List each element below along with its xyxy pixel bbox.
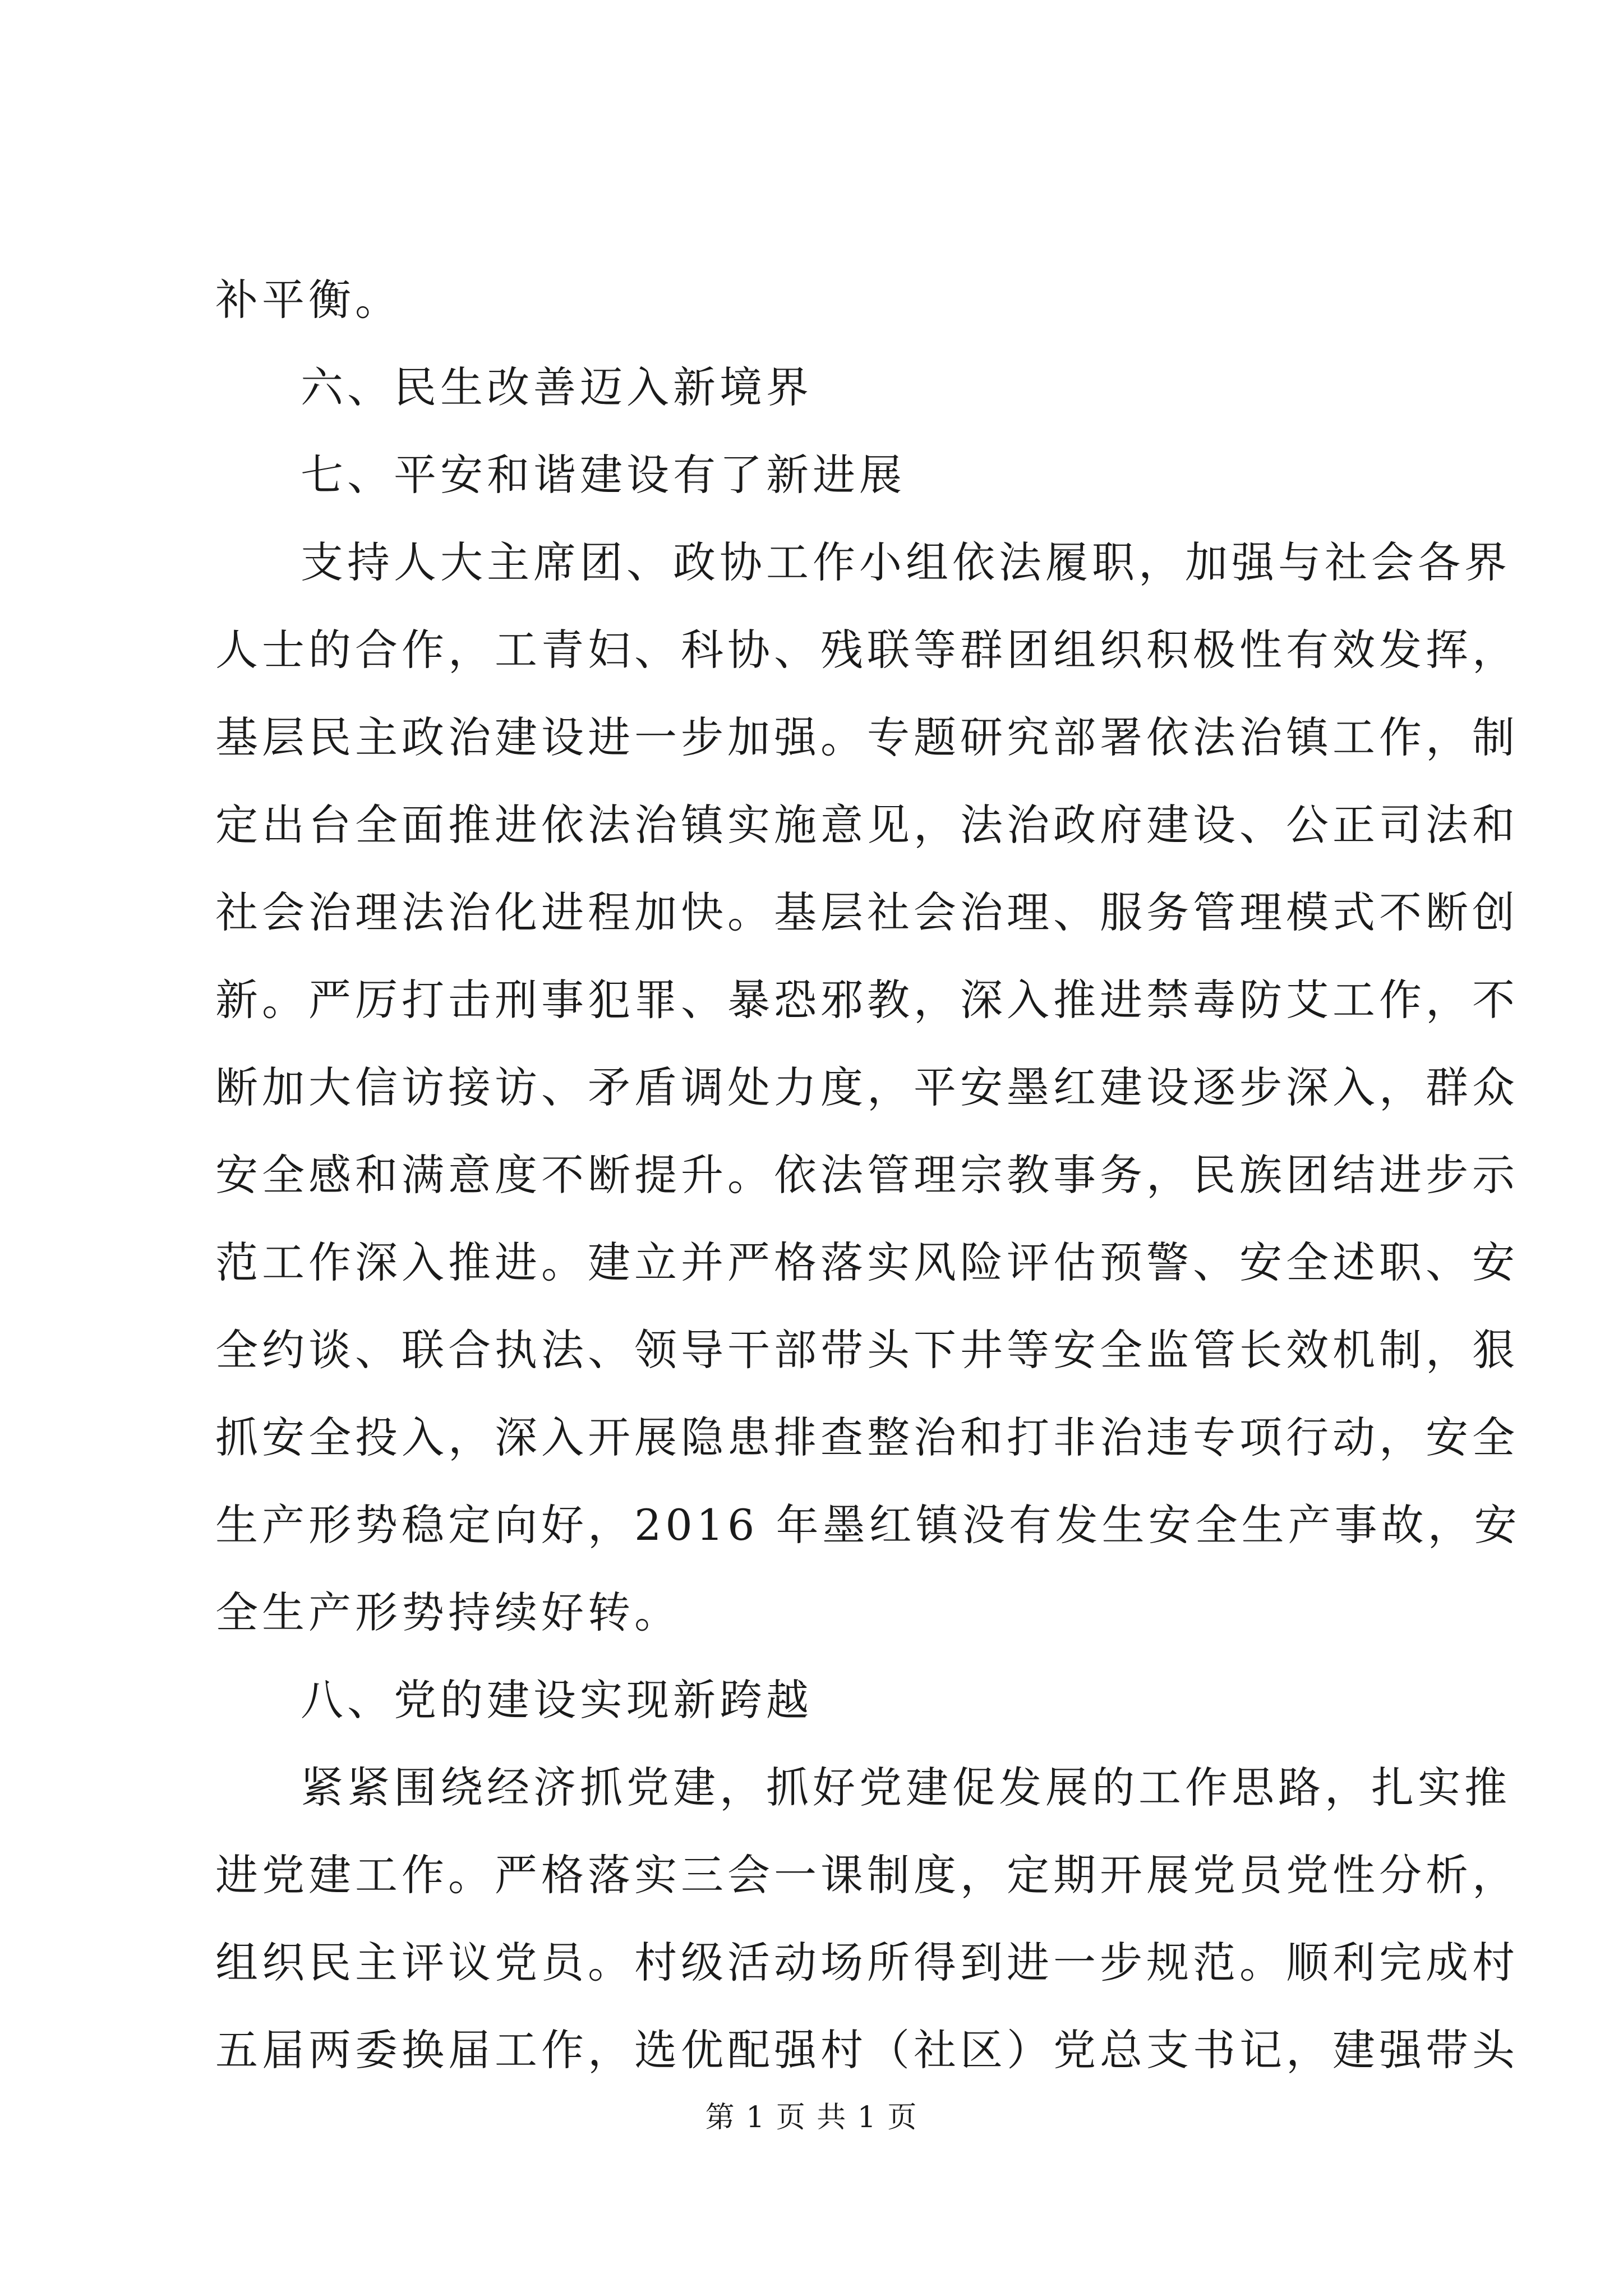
text-line: 生产形势稳定向好，2016 年墨红镇没有发生安全生产事故，安 bbox=[215, 1500, 1521, 1550]
text-line: 社会治理法治化进程加快。基层社会治理、服务管理模式不断创 bbox=[215, 887, 1519, 937]
text-line: 范工作深入推进。建立并严格落实风险评估预警、安全述职、安 bbox=[215, 1237, 1519, 1287]
text-line: 紧紧围绕经济抓党建，抓好党建促发展的工作思路，扎实推 bbox=[301, 1763, 1511, 1812]
page-footer: 第 1 页 共 1 页 bbox=[705, 2101, 918, 2134]
text-line: 五届两委换届工作，选优配强村（社区）党总支书记，建强带头 bbox=[215, 2025, 1519, 2075]
text-line: 新。严厉打击刑事犯罪、暴恐邪教，深入推进禁毒防艾工作，不 bbox=[215, 975, 1519, 1025]
text-line: 组织民主评议党员。村级活动场所得到进一步规范。顺利完成村 bbox=[215, 1938, 1519, 1987]
text-line: 抓安全投入，深入开展隐患排查整治和打非治违专项行动，安全 bbox=[215, 1412, 1519, 1462]
section-heading: 六、民生改善迈入新境界 bbox=[301, 362, 813, 412]
text-line: 基层民主政治建设进一步加强。专题研究部署依法治镇工作，制 bbox=[215, 712, 1519, 762]
text-line: 进党建工作。严格落实三会一课制度，定期开展党员党性分析， bbox=[215, 1850, 1519, 1900]
text-line: 定出台全面推进依法治镇实施意见，法治政府建设、公正司法和 bbox=[215, 800, 1519, 850]
text-line: 安全感和满意度不断提升。依法管理宗教事务，民族团结进步示 bbox=[215, 1150, 1519, 1200]
text-line: 支持人大主席团、政协工作小组依法履职，加强与社会各界 bbox=[301, 537, 1511, 587]
text-line: 全生产形势持续好转。 bbox=[215, 1588, 681, 1637]
section-heading: 七、平安和谐建设有了新进展 bbox=[301, 450, 906, 500]
text-line: 全约谈、联合执法、领导干部带头下井等安全监管长效机制，狠 bbox=[215, 1325, 1519, 1375]
section-heading: 八、党的建设实现新跨越 bbox=[301, 1675, 813, 1725]
text-line: 断加大信访接访、矛盾调处力度，平安墨红建设逐步深入，群众 bbox=[215, 1062, 1519, 1112]
text-line: 补平衡。 bbox=[215, 275, 402, 325]
text-line: 人士的合作，工青妇、科协、残联等群团组织积极性有效发挥， bbox=[215, 625, 1519, 675]
